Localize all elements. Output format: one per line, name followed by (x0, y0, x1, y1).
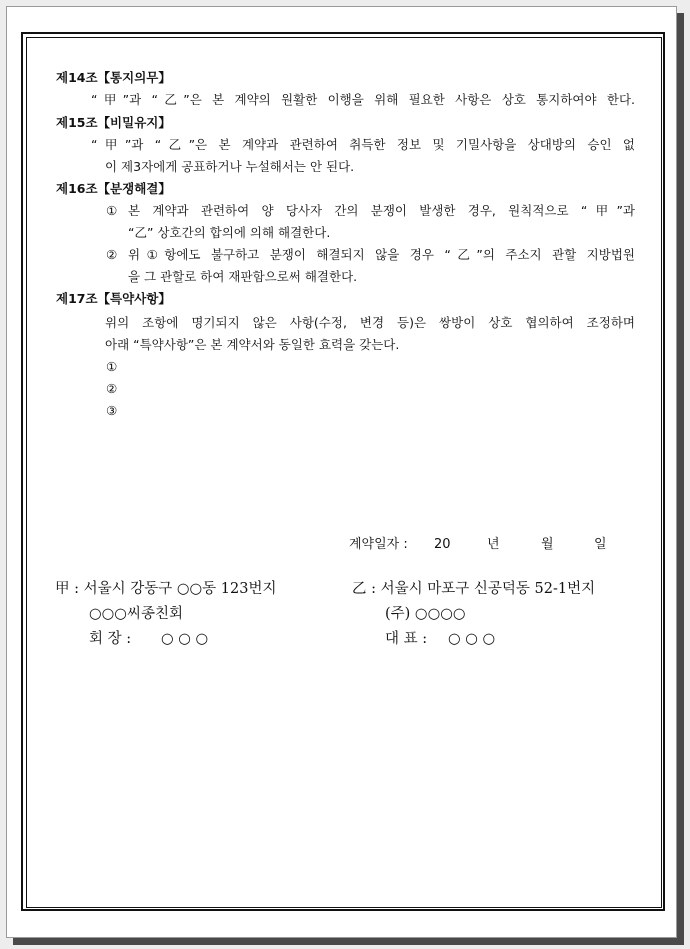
contract-date-month-unit: 월 (541, 537, 554, 552)
article-16-item-2-number: ② (106, 247, 118, 262)
party-b-address: 乙 : 서울시 마포구 신공덕동 52-1번지 (352, 581, 596, 597)
party-a-address: 甲 : 서울시 강동구 ○○동 123번지 (55, 581, 277, 597)
contract-date-year-prefix: 20 (434, 537, 451, 552)
party-a-name: ○○○씨종친회 (89, 606, 183, 622)
party-a-rep-label: 회 장 : (89, 631, 132, 647)
article-16-item-2-line-2: 을 그 관할로 하여 재판함으로써 해결한다. (128, 269, 358, 284)
article-16-item-1-number: ① (106, 203, 118, 218)
article-17-line-2: 아래 “특약사항”은 본 계약서와 동일한 효력을 갖는다. (105, 337, 400, 352)
party-a-rep-name: ○ ○ ○ (161, 631, 209, 647)
special-clause-item-3: ③ (106, 403, 118, 418)
article-15-line-1: “甲”과 “乙”은 본 계약과 관련하여 취득한 정보 및 기밀사항을 상대방의 승인 없 (91, 137, 635, 152)
special-clause-item-2: ② (106, 381, 118, 396)
article-17-heading: 제17조【특약사항】 (56, 291, 171, 306)
contract-date-year-unit: 년 (487, 537, 500, 552)
article-14-line-1: “甲”과 “乙”은 본 계약의 원활한 이행을 위해 필요한 사항은 상호 통지하여야 한다. (91, 92, 635, 107)
article-15-heading: 제15조【비밀유지】 (56, 115, 171, 130)
article-16-heading: 제16조【분쟁해결】 (56, 181, 171, 196)
article-14-heading: 제14조【통지의무】 (56, 70, 171, 85)
article-17-line-1: 위의 조항에 명기되지 않은 사항(수정, 변경 등)은 쌍방이 상호 협의하여 조정하며 (105, 315, 635, 330)
article-16-item-1-line-1: 본 계약과 관련하여 양 당사자 간의 분쟁이 발생한 경우, 원칙적으로 “甲”과 (128, 203, 635, 218)
article-15-line-2: 이 제3자에게 공표하거나 누설해서는 안 된다. (105, 159, 355, 174)
party-b-rep-name: ○ ○ ○ (448, 631, 496, 647)
article-16-item-2-line-1: 위①항에도 불구하고 분쟁이 해결되지 않을 경우 “乙”의 주소지 관할 지방법원 (128, 247, 635, 262)
party-b-company: (주) ○○○○ (385, 606, 466, 622)
party-b-rep-label: 대 표 : (385, 631, 428, 647)
article-16-item-1-line-2: “乙” 상호간의 합의에 의해 해결한다. (128, 225, 331, 240)
contract-date-label: 계약일자 : (349, 537, 408, 552)
contract-date-day-unit: 일 (594, 537, 607, 552)
special-clause-item-1: ① (106, 359, 118, 374)
